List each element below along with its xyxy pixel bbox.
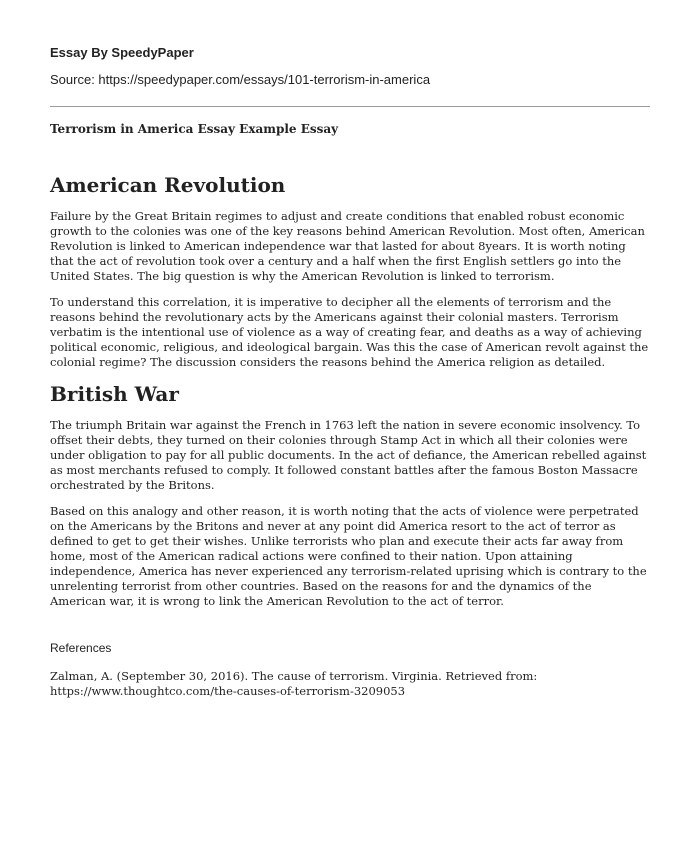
section-british-war: [50, 381, 650, 609]
paragraph: Failure by the Great Britain regimes to adjust and create conditions that enabled robust economic growth to the colonies was one of the key reasons behind American Revolution. Most often, American Revolution is linked to American independence war that lasted for about 8years. It is worth noting that the act of revolution took over a century and a half when the first English settlers go into the United States. The big question is why the American Revolution is linked to terrorism.: [50, 209, 645, 283]
source-line: Source: https://speedypaper.com/essays/101-terrorism-in-america: [50, 72, 431, 87]
essay-title: Terrorism in America Essay Example Essay: [50, 122, 339, 136]
header-divider: [50, 106, 650, 107]
references-heading: References: [50, 641, 112, 655]
section-heading: British War: [50, 382, 179, 406]
section-heading: American Revolution: [50, 173, 286, 197]
section-american-revolution: [50, 172, 650, 370]
paragraph: The triumph Britain war against the French in 1763 left the nation in severe economic insolvency. To offset their debts, they turned on their colonies through Stamp Act in which all their colonies were under obligation to pay for all public documents. In the act of defiance, the American rebelled against as most merchants refused to comply. It followed constant battles after the famous Boston Massacre orchestrated by the Britons.: [50, 418, 647, 492]
essay-provider-title: Essay By SpeedyPaper: [50, 45, 194, 60]
paragraph: Based on this analogy and other reason, it is worth noting that the acts of violence were perpetrated on the Americans by the Britons and never at any point did America resort to the act of terror as defined to get to get their wishes. Unlike terrorists who plan and execute their acts far away from home, most of the American radical actions were confined to their nation. Upon attaining independence, America has never experienced any terrorism-related uprising which is contrary to the unrelenting terrorist from other countries. Based on the reasons for and the dynamics of the American war, it is wrong to link the American Revolution to the act of terror.: [50, 504, 647, 608]
reference-item: Zalman, A. (September 30, 2016). The cause of terrorism. Virginia. Retrieved from: https://www.thoughtco.com/the-causes-of-terrorism-3209053: [50, 669, 538, 698]
references-section: [50, 640, 650, 699]
paragraph: To understand this correlation, it is imperative to decipher all the elements of terrorism and the reasons behind the revolutionary acts by the Americans against their colonial masters. Terrorism verbatim is the intentional use of violence as a way of creating fear, and deaths as a way of achieving political economic, religious, and ideological bargain. Was this the case of American revolt against the colonial regime? The discussion considers the reasons behind the America religion as detailed.: [50, 295, 649, 369]
